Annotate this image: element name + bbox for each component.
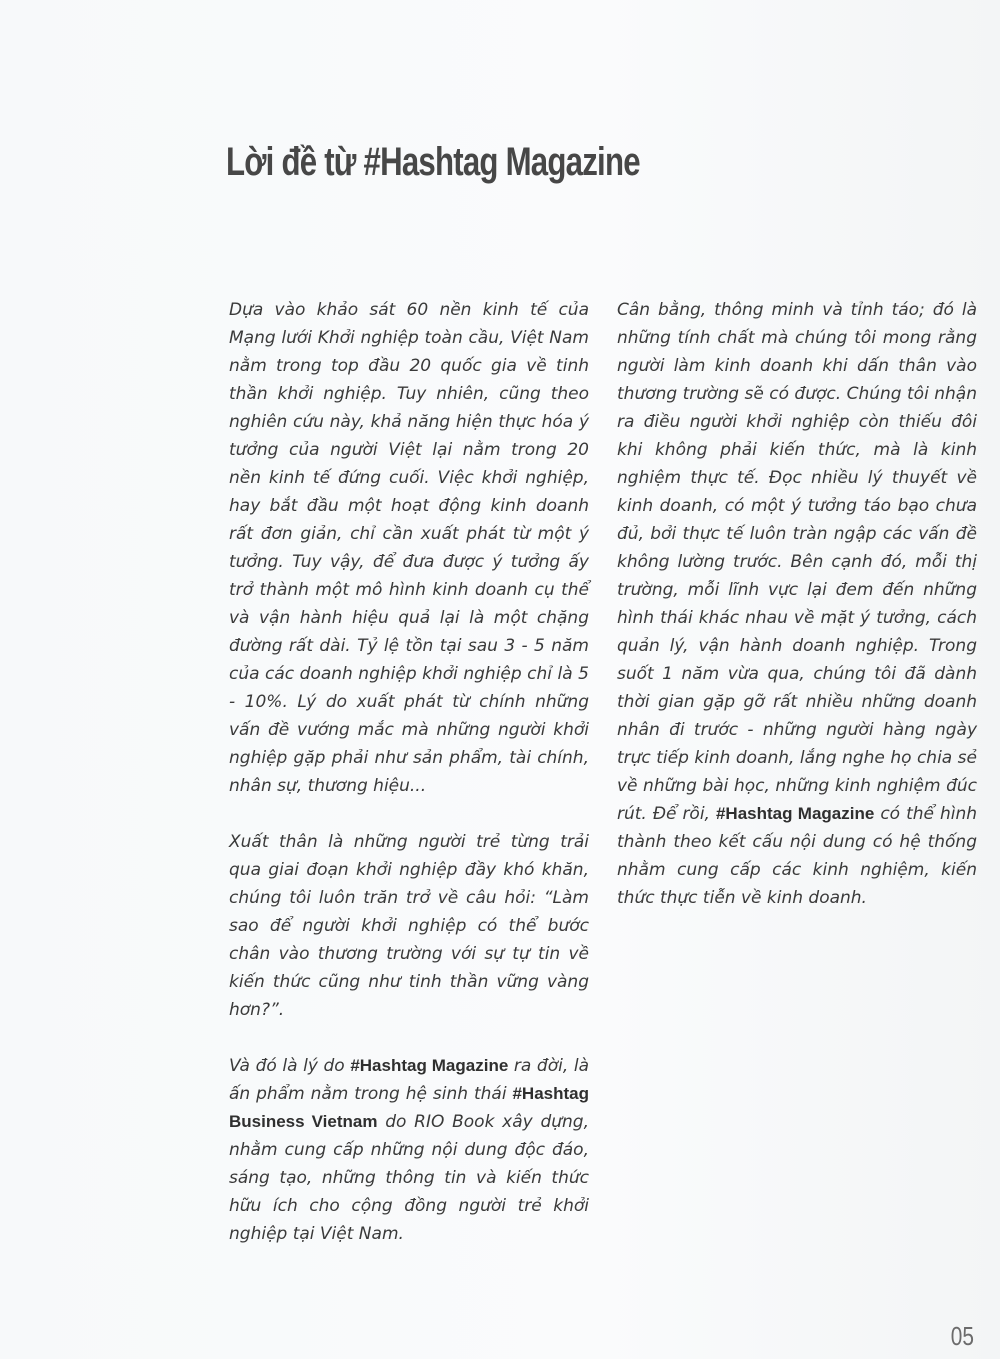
page-number: 05 [950,1321,974,1351]
brand-name: #Hashtag Business Vietnam [229,1084,589,1131]
left-paragraph-3 [229,1052,589,1248]
brand-name: #Hashtag Magazine [350,1056,509,1075]
paragraph-text: Và đó là lý do [229,1056,345,1076]
paragraph-text: có thể hình thành theo kết cấu nội dung có hệ thống nhằm cung cấp các kinh nghiệm, kiến thức thực tiễn về kinh doanh. [617,804,978,908]
brand-name: #Hashtag Magazine [715,804,875,823]
left-column [229,296,589,1276]
left-paragraph-1: Dựa vào khảo sát 60 nền kinh tế của Mạng lưới Khởi nghiệp toàn cầu, Việt Nam nằm trong top đầu 20 quốc gia về tinh thần khởi nghiệp. Tuy nhiên, cũng theo nghiên cứu này, khả năng hiện thực hóa ý tưởng của người Việt lại nằm trong 20 nền kinh tế đứng cuối. Việc khởi nghiệp, hay bắt đầu một hoạt động kinh doanh rất đơn giản, chỉ cần xuất phát từ một ý tưởng. Tuy vậy, để đưa được ý tưởng ấy trở thành một mô hình kinh doanh cụ thể và vận hành hiệu quả lại là một chặng đường rất dài. Tỷ lệ tồn tại sau 3 - 5 năm của các doanh nghiệp khởi nghiệp chỉ là 5 - 10%. Lý do xuất phát từ chính những vấn đề vướng mắc mà những người khởi nghiệp gặp phải như sản phẩm, tài chính, nhân sự, thương hiệu... [229,300,589,796]
paragraph-text: ra đời, là ấn phẩm nằm trong hệ sinh thái [229,1056,589,1104]
page-title: Lời đề từ #Hashtag Magazine [226,140,640,184]
left-paragraph-2: Xuất thân là những người trẻ từng trải qua giai đoạn khởi nghiệp đầy khó khăn, chúng tôi luôn trăn trở về câu hỏi: “Làm sao để người khởi nghiệp có thể bước chân vào thương trường với sự tự tin về kiến thức cũng như tinh thần vững vàng hơn?”. [229,832,589,1020]
right-column [617,296,977,940]
paragraph-text: Cân bằng, thông minh và tỉnh táo; đó là những tính chất mà chúng tôi mong rằng người làm kinh doanh khi dấn thân vào thương trường sẽ có được. Chúng tôi nhận ra điều người khởi nghiệp còn thiếu đôi khi không phải kiến thức, mà là kinh nghiệm thực tế. Đọc nhiều lý thuyết về kinh doanh, có một ý tưởng táo bạo chưa đủ, bởi thực tế luôn tràn ngập các vấn đề không lường trước. Bên cạnh đó, mỗi thị trường, mỗi lĩnh vực lại đem đến những hình thái khác nhau về mặt ý tưởng, cách quản lý, vận hành doanh nghiệp. Trong suốt 1 năm vừa qua, chúng tôi đã dành thời gian gặp gỡ rất nhiều những doanh nhân đi trước - những người hàng ngày trực tiếp kinh doanh, lắng nghe họ chia sẻ về những bài học, những kinh nghiệm đúc rút. Để rồi, [617,300,977,824]
paragraph-text: do RIO Book xây dựng, nhằm cung cấp những nội dung độc đáo, sáng tạo, những thông tin và kiến thức hữu ích cho cộng đồng người trẻ khởi nghiệp tại Việt Nam. [229,1112,589,1244]
right-paragraph-1 [617,296,977,912]
